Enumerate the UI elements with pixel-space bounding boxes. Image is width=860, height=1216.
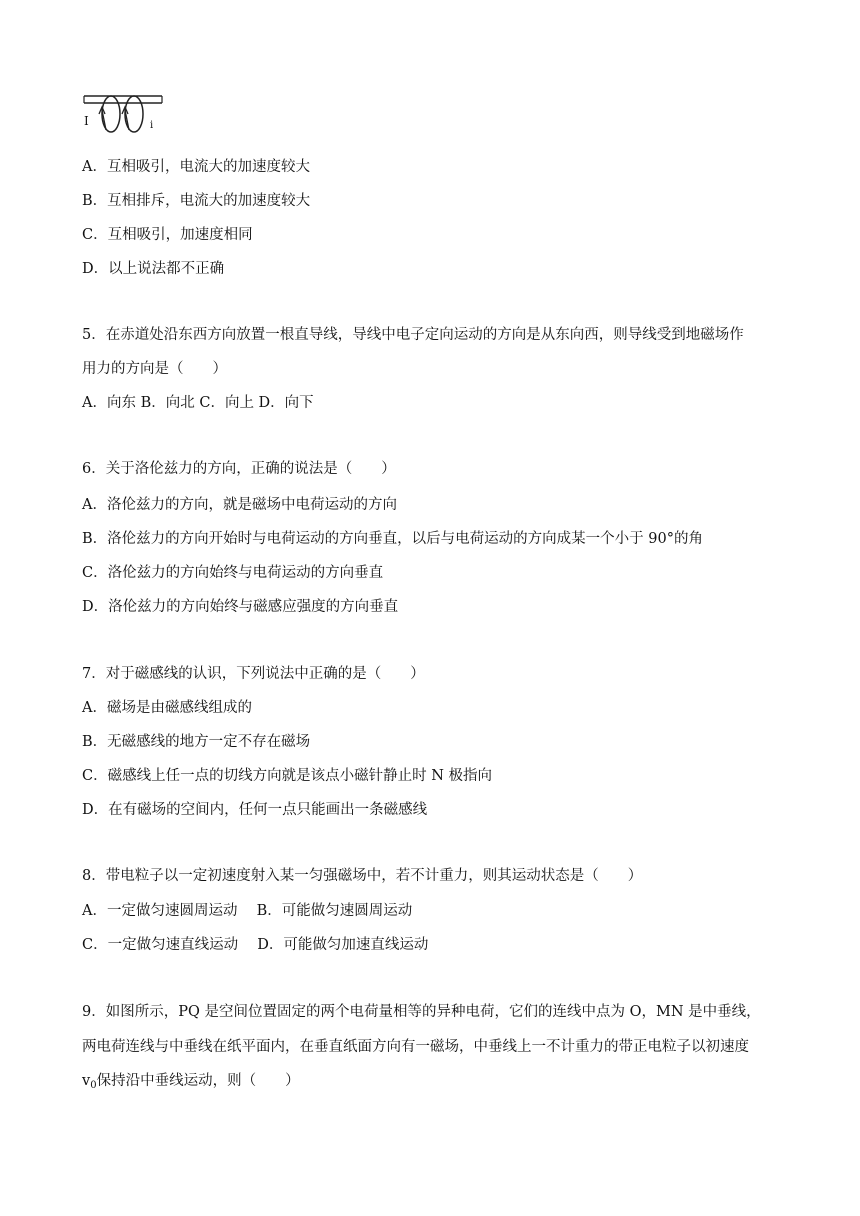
q9-stem-line3 [82, 1071, 300, 1096]
q6-option-c: C．洛伦兹力的方向始终与电荷运动的方向垂直 [82, 565, 384, 581]
current-label-I: I [84, 114, 89, 128]
q5-stem-line2: 用力的方向是（ ） [82, 361, 227, 377]
q4-option-c: C．互相吸引，加速度相同 [82, 227, 253, 243]
q8-stem: 8．带电粒子以一定初速度射入某一匀强磁场中，若不计重力，则其运动状态是（ ） [82, 868, 643, 884]
q7-stem: 7．对于磁感线的认识，下列说法中正确的是（ ） [82, 666, 425, 682]
q5-stem-line1: 5．在赤道处沿东西方向放置一根直导线，导线中电子定向运动的方向是从东向西，则导线受到地磁场作 [82, 327, 744, 343]
coils-diagram [82, 92, 168, 136]
q9-stem-line1: 9．如图所示，PQ 是空间位置固定的两个电荷量相等的异种电荷，它们的连线中点为 O，MN 是中垂线， [82, 1004, 761, 1020]
q6-option-a: A．洛伦兹力的方向，就是磁场中电荷运动的方向 [82, 497, 397, 513]
q7-option-d: D．在有磁场的空间内，任何一点只能画出一条磁感线 [82, 802, 428, 818]
q5-options: A．向东 B．向北 C．向上 D．向下 [82, 395, 314, 411]
q9-stem-line2: 两电荷连线与中垂线在纸平面内，在垂直纸面方向有一磁场，中垂线上一不计重力的带正电粒子以初速度 [82, 1039, 749, 1055]
q7-option-a: A．磁场是由磁感线组成的 [82, 700, 252, 716]
q9-velocity-symbol: v [82, 1073, 91, 1089]
current-label-i: i [150, 120, 154, 131]
q8-options-row1: A．一定做匀速圆周运动 B．可能做匀速圆周运动 [82, 903, 413, 919]
q9-velocity-subscript: 0 [90, 1080, 97, 1091]
q6-option-d: D．洛伦兹力的方向始终与磁感应强度的方向垂直 [82, 599, 399, 615]
q4-option-d: D．以上说法都不正确 [82, 261, 225, 277]
q4-option-a: A．互相吸引，电流大的加速度较大 [82, 159, 310, 175]
q7-option-c: C．磁感线上任一点的切线方向就是该点小磁针静止时 N 极指向 [82, 768, 492, 784]
q8-options-row2: C．一定做匀速直线运动 D．可能做匀加速直线运动 [82, 937, 429, 953]
q6-option-b: B．洛伦兹力的方向开始时与电荷运动的方向垂直，以后与电荷运动的方向成某一个小于 90°的角 [82, 531, 703, 547]
q4-option-b: B．互相排斥，电流大的加速度较大 [82, 193, 311, 209]
q7-option-b: B．无磁感线的地方一定不存在磁场 [82, 734, 311, 750]
q6-stem: 6．关于洛伦兹力的方向，正确的说法是（ ） [82, 461, 396, 477]
q9-stem-line3-text: 保持沿中垂线运动，则（ ） [96, 1073, 300, 1089]
coils-figure [82, 92, 168, 136]
